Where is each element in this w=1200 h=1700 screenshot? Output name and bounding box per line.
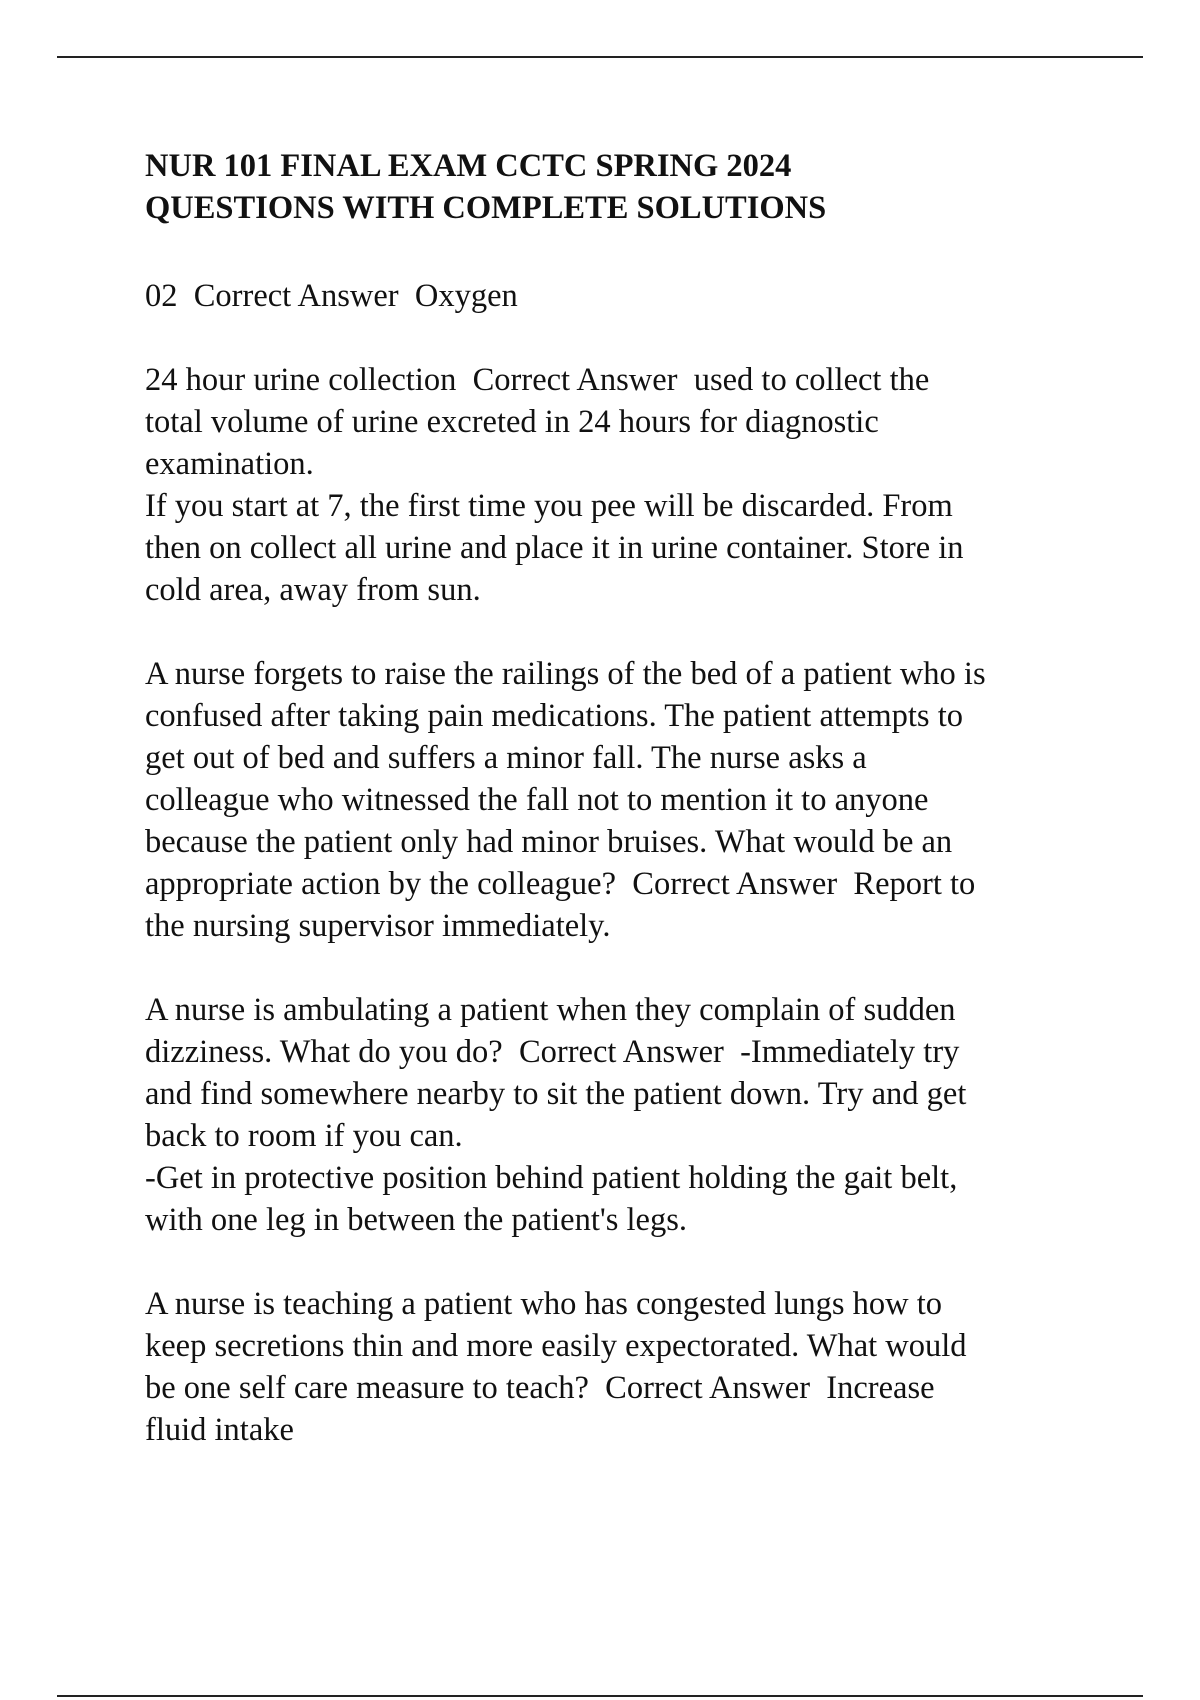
entry-line: and find somewhere nearby to sit the patient down. Try and get	[145, 1076, 967, 1112]
entry-line: with one leg in between the patient's legs.	[145, 1202, 687, 1238]
entry-line: colleague who witnessed the fall not to mention it to anyone	[145, 782, 929, 818]
qa-entry	[145, 275, 1105, 317]
entry-line: 24 hour urine collection Correct Answer used to collect the	[145, 362, 930, 398]
entry-line: total volume of urine excreted in 24 hours for diagnostic	[145, 404, 879, 440]
qa-entry	[145, 653, 1105, 947]
entry-line: dizziness. What do you do? Correct Answer -Immediately try	[145, 1034, 960, 1070]
entry-line: get out of bed and suffers a minor fall. The nurse asks a	[145, 740, 867, 776]
document-title	[145, 145, 1105, 229]
entry-line: then on collect all urine and place it in urine container. Store in	[145, 530, 964, 566]
entry-line: confused after taking pain medications. The patient attempts to	[145, 698, 963, 734]
entry-line: A nurse is ambulating a patient when they complain of sudden	[145, 992, 956, 1028]
bottom-rule	[57, 1695, 1143, 1697]
entry-line: -Get in protective position behind patient holding the gait belt,	[145, 1160, 958, 1196]
title-line: QUESTIONS WITH COMPLETE SOLUTIONS	[145, 190, 827, 226]
qa-entry	[145, 359, 1105, 611]
entry-line: If you start at 7, the first time you pee will be discarded. From	[145, 488, 953, 524]
document-body	[145, 145, 1105, 1493]
entry-line: be one self care measure to teach? Correct Answer Increase	[145, 1370, 935, 1406]
entry-line: fluid intake	[145, 1412, 294, 1448]
entry-line: A nurse forgets to raise the railings of the bed of a patient who is	[145, 656, 986, 692]
entry-line: A nurse is teaching a patient who has congested lungs how to	[145, 1286, 942, 1322]
entry-line: appropriate action by the colleague? Correct Answer Report to	[145, 866, 976, 902]
entry-line: examination.	[145, 446, 314, 482]
entry-line: because the patient only had minor bruises. What would be an	[145, 824, 953, 860]
top-rule	[57, 56, 1143, 58]
entry-line: 02 Correct Answer Oxygen	[145, 278, 518, 314]
qa-entry	[145, 1283, 1105, 1451]
entry-line: cold area, away from sun.	[145, 572, 481, 608]
title-line: NUR 101 FINAL EXAM CCTC SPRING 2024	[145, 148, 792, 184]
qa-entry	[145, 989, 1105, 1241]
entry-line: back to room if you can.	[145, 1118, 463, 1154]
entry-line: the nursing supervisor immediately.	[145, 908, 611, 944]
entry-line: keep secretions thin and more easily expectorated. What would	[145, 1328, 967, 1364]
